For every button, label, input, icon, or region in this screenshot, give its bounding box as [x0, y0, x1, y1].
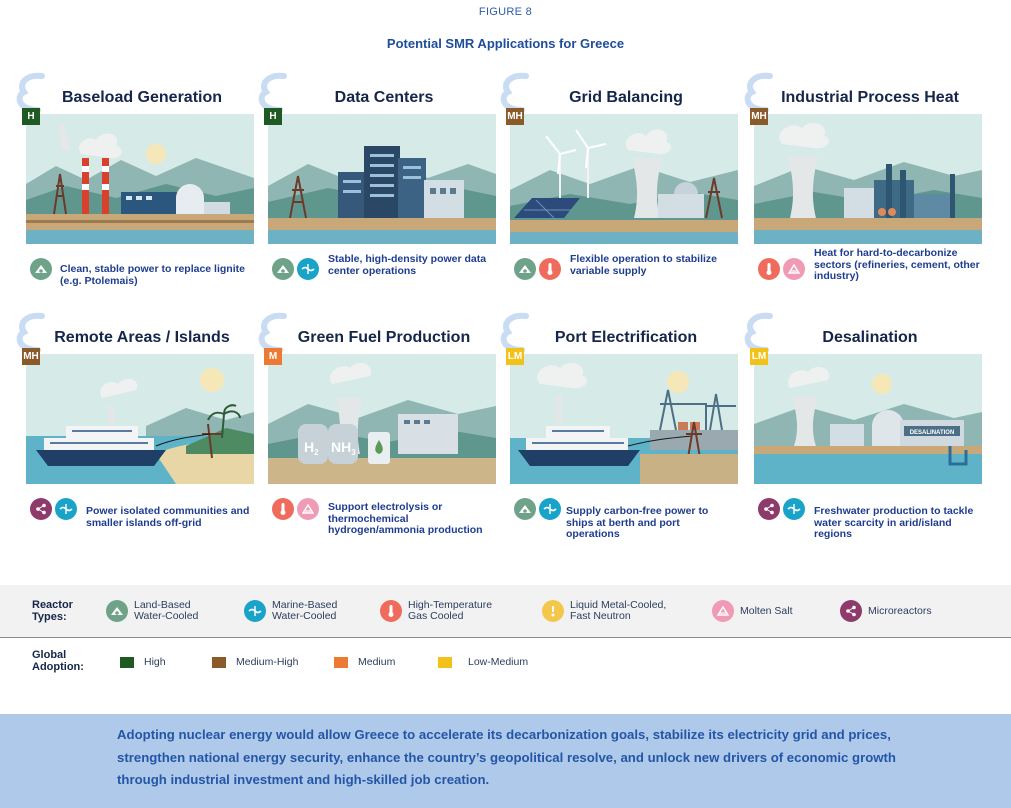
reactor-type-icons	[758, 258, 805, 280]
microreactors-icon	[758, 498, 780, 520]
card-description: Supply carbon-free power to ships at berth and port operations	[566, 505, 709, 540]
legend-adoption-medium-high	[212, 657, 298, 668]
legend	[0, 585, 1011, 680]
desalination-scene-illustration	[754, 354, 982, 484]
reactor-type-icons	[758, 498, 805, 520]
legend-label-line2: Gas Cooled	[408, 610, 464, 622]
marine-based-water-cooled-icon	[297, 258, 319, 280]
legend-item-high-temperature	[380, 600, 492, 622]
adoption-badge: LM	[506, 348, 524, 365]
land-based-water-cooled-icon	[106, 600, 128, 622]
land-based-water-cooled-icon	[30, 258, 52, 280]
microreactors-icon	[30, 498, 52, 520]
grid-balancing-scene-illustration	[510, 114, 738, 244]
legend-adoption-low-medium	[438, 657, 528, 668]
legend-item-marine-based	[244, 600, 337, 622]
legend-adoption-medium	[334, 657, 395, 668]
card-title: Industrial Process Heat	[781, 89, 959, 106]
adoption-swatch	[334, 657, 348, 668]
molten-salt-icon	[297, 498, 319, 520]
card-title: Green Fuel Production	[297, 329, 471, 346]
adoption-badge: H	[22, 108, 40, 125]
card-description: Flexible operation to stabilize variable supply	[570, 253, 718, 277]
conclusion-text: Adopting nuclear energy would allow Greece to accelerate its decarbonization goals, stabilize its electricity grid and prices, strengthen national energy security, enhance the country’s geopolitical resolve, and unlock new drivers of economic growth through industrial investment and high-skilled job creation.	[117, 727, 896, 787]
legend-item-molten-salt	[712, 600, 793, 622]
card-baseload-generation	[26, 88, 258, 318]
marine-based-water-cooled-icon	[783, 498, 805, 520]
card-title: Port Electrification	[554, 329, 698, 346]
green-fuel-scene-illustration	[268, 354, 496, 484]
adoption-swatch	[212, 657, 226, 668]
figure-label: FIGURE 8	[478, 6, 533, 18]
legend-label-line2: Water-Cooled	[134, 610, 199, 622]
conclusion-box	[0, 714, 1011, 808]
card-grid-balancing	[507, 88, 742, 318]
marine-based-water-cooled-icon	[539, 498, 561, 520]
reactor-type-icons	[30, 498, 77, 520]
legend-label-line2: Water-Cooled	[272, 610, 337, 622]
adoption-level-label: Medium	[358, 656, 396, 668]
data-centers-scene-illustration	[268, 114, 496, 244]
card-data-centers	[268, 88, 500, 318]
card-title: Remote Areas / Islands	[54, 329, 230, 346]
marine-based-water-cooled-icon	[55, 498, 77, 520]
adoption-swatch	[120, 657, 134, 668]
reactor-type-icons	[272, 258, 319, 280]
global-adoption-label: Global Adoption:	[32, 649, 84, 673]
adoption-swatch	[438, 657, 452, 668]
legend-item-liquid-metal	[542, 600, 666, 622]
legend-adoption-high	[120, 657, 166, 668]
card-green-fuel-production	[268, 328, 500, 558]
card-description: Power isolated communities and smaller islands off-grid	[86, 505, 250, 529]
adoption-badge: LM	[750, 348, 768, 365]
high-temperature-gas-cooled-icon	[380, 600, 402, 622]
h2-label: $H_2$	[304, 439, 319, 457]
legend-label-line1: Molten Salt	[740, 604, 793, 617]
adoption-level-label: High	[144, 656, 166, 668]
card-title: Baseload Generation	[61, 89, 223, 106]
card-title: Desalination	[822, 329, 918, 346]
liquid-metal-cooled-fast-neutron-icon	[542, 600, 564, 622]
card-description: Freshwater production to tackle water scarcity in arid/island regions	[814, 505, 974, 540]
remote-areas-scene-illustration	[26, 354, 254, 484]
card-desalination	[751, 328, 986, 558]
card-description: Clean, stable power to replace lignite (e.g. Ptolemais)	[60, 263, 245, 287]
adoption-level-label: Low-Medium	[468, 656, 529, 668]
reactor-type-icons	[514, 498, 561, 520]
legend-label-line1: Marine-Based	[272, 599, 338, 611]
adoption-badge: MH	[750, 108, 768, 125]
adoption-level-label: Medium-High	[236, 656, 299, 668]
card-title: Data Centers	[334, 89, 434, 106]
legend-label-line1: Liquid Metal-Cooled,	[570, 599, 667, 611]
high-temperature-gas-cooled-icon	[272, 498, 294, 520]
card-remote-areas-islands	[23, 328, 258, 558]
legend-item-land-based	[106, 600, 198, 622]
molten-salt-icon	[783, 258, 805, 280]
marine-based-water-cooled-icon	[244, 600, 266, 622]
reactor-type-icons	[30, 258, 52, 280]
card-title: Grid Balancing	[569, 89, 683, 106]
card-description: Support electrolysis or thermochemical hydrogen/ammonia production	[328, 501, 483, 536]
reactor-type-icons	[514, 258, 561, 280]
adoption-badge: H	[264, 108, 282, 125]
figure-title: Potential SMR Applications for Greece	[386, 36, 625, 51]
land-based-water-cooled-icon	[514, 498, 536, 520]
land-based-water-cooled-icon	[272, 258, 294, 280]
card-description: Stable, high-density power data center operations	[328, 253, 487, 277]
high-temperature-gas-cooled-icon	[758, 258, 780, 280]
card-description: Heat for hard-to-decarbonize sectors (refineries, cement, other industry)	[814, 247, 980, 282]
adoption-badge: M	[264, 348, 282, 365]
industrial-process-heat-scene-illustration	[754, 114, 982, 244]
reactor-types-label: Reactor Types:	[32, 599, 73, 623]
port-electrification-scene-illustration	[510, 354, 738, 484]
legend-label-line1: Land-Based	[134, 599, 191, 611]
microreactors-icon	[840, 600, 862, 622]
legend-label-line2: Fast Neutron	[570, 610, 631, 622]
legend-item-microreactors	[840, 600, 932, 622]
card-port-electrification	[507, 328, 742, 558]
legend-label-line1: Microreactors	[868, 604, 932, 617]
high-temperature-gas-cooled-icon	[539, 258, 561, 280]
reactor-type-icons	[272, 498, 319, 520]
adoption-badge: MH	[22, 348, 40, 365]
card-industrial-process-heat	[751, 88, 986, 318]
baseload-scene-illustration	[26, 114, 254, 244]
nh3-label: $NH_3$	[331, 439, 356, 457]
adoption-badge: MH	[506, 108, 524, 125]
desalination-sign: DESALINATION	[909, 430, 955, 436]
molten-salt-icon	[712, 600, 734, 622]
land-based-water-cooled-icon	[514, 258, 536, 280]
legend-label-line1: High-Temperature	[408, 599, 493, 611]
